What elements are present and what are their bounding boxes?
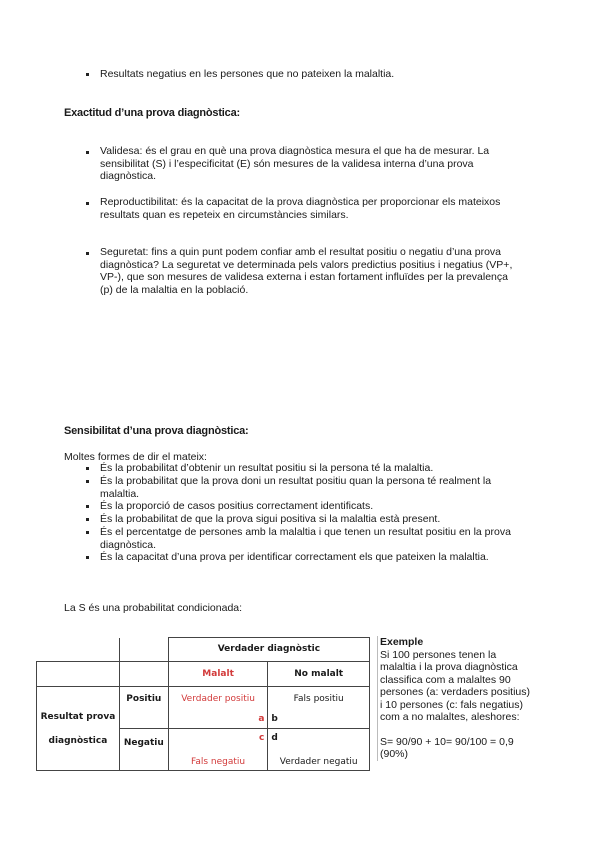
cell-verdader-positiu: Verdader positiu a [168,687,268,729]
list-item-sens-4: És la probabilitat de que la prova sigui positiva si la malaltia està present. [100,513,441,525]
intro-bullet-text: Resultats negatius en les persones que no pateixen la malaltia. [100,68,395,80]
heading-exactitud: Exactitud d’una prova diagnòstica: [64,107,240,119]
contingency-table [36,637,370,771]
list-item-sens-2: És la probabilitat que la prova doni un resultat positiu quan la persona té realment la malaltia. [100,475,492,500]
list-item-sens-6: És la capacitat d’una prova per identificar correctament els que pateixen la malaltia. [100,551,489,563]
row-positiu: Positiu [119,687,168,729]
example-title: Exemple [380,636,424,648]
header-malalt: Malalt [168,662,268,687]
header-verdader-diagnostic: Verdader diagnòstic [168,638,369,662]
list-item-seguretat: Seguretat: fins a quin punt podem confiar amb el resultat positiu o negatiu d’una prova diagnòstica? La seguretat ve determinada pels valors predictius positius i negatius (VP+, VP-), que son mesures de validesa externa i estan fortament influïdes per la prevalença (p) de la malaltia en la població. [100,246,513,296]
cell-fals-positiu: Fals positiu b [268,687,370,729]
list-item-sens-3: És la proporció de casos positius correctament identificats. [100,500,374,512]
bullet-marker [86,202,89,205]
bullet-marker [86,480,89,483]
label-c: c [259,733,265,743]
cell-verdader-negatiu: d Verdader negatiu [268,729,370,771]
example-formula: S= 90/90 + 10= 90/100 = 0,9 [380,735,514,748]
header-no-malalt: No malalt [268,662,370,687]
row-group-resultat: Resultat prova diagnòstica [37,687,120,771]
bullet-marker [86,151,89,154]
table-empty-corner [37,638,120,662]
heading-sensibilitat: Sensibilitat d’una prova diagnòstica: [64,425,249,437]
list-item-validesa: Validesa: és el grau en què una prova diagnòstica mesura el que ha de mesurar. La sensibilitat (S) i l’especificitat (E) són mesures de la validesa interna d’una prova diagnòstica. [100,145,490,182]
bullet-marker [86,531,89,534]
label-b: b [271,713,278,724]
list-item-sens-5: És el percentatge de persones amb la malaltia i que tenen un resultat positiu en la prova diagnòstica. [100,526,511,551]
bullet-marker [86,252,89,255]
bullet-marker [86,518,89,521]
sensibilitat-intro: Moltes formes de dir el mateix: [64,451,207,463]
bullet-marker [86,505,89,508]
conditional-probability-text: La S és una probabilitat condicionada: [64,602,243,614]
list-item-sens-1: És la probabilitat d’obtenir un resultat positiu si la persona té la malaltia. [100,462,434,474]
cell-fals-negatiu: c Fals negatiu [168,729,268,771]
label-a: a [258,713,265,724]
bullet-marker [86,73,89,76]
bullet-marker [86,467,89,470]
row-negatiu: Negatiu [119,729,168,771]
list-item-reproductibilitat: Reproductibilitat: és la capacitat de la prova diagnòstica per proporcionar els mateixos resultats quan es repeteix en circumstàncies similars. [100,196,501,221]
bullet-marker [86,556,89,559]
label-d: d [271,733,278,743]
example-box: Exemple Si 100 persones tenen la malaltia i la prova diagnòstica classifica com a malaltes 90 persones (a: verdaders positius) i 10 persones (c: fals negatius) com a no malaltes, aleshores: S= 90/90 + 10= 90/100 = 0,9 (90%) [377,636,550,761]
